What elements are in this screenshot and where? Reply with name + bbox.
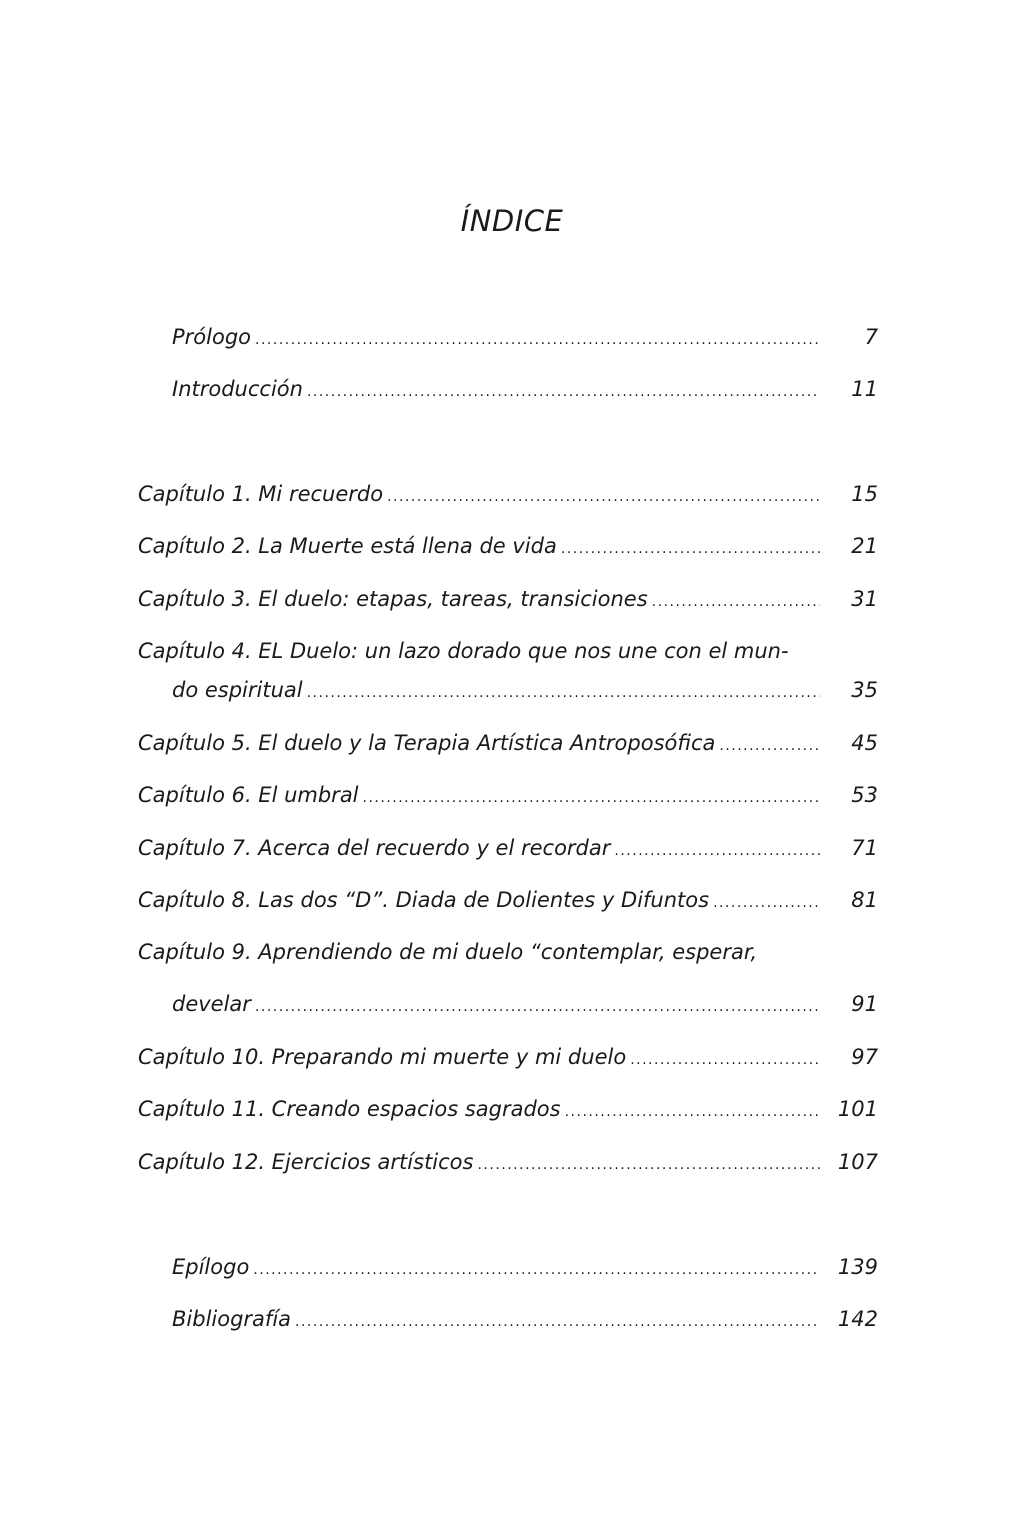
toc-entry-page: 101: [837, 1097, 878, 1121]
dot-leader: [387, 482, 820, 512]
toc-entry-row: [138, 885, 820, 918]
toc-entry-label: Introducción: [172, 377, 303, 401]
toc-entry-label: Capítulo 1. Mi recuerdo: [138, 482, 384, 506]
dot-leader: [253, 1255, 820, 1285]
toc-entry-row: [138, 728, 820, 761]
dot-leader: [561, 534, 820, 564]
toc-entry-row: [138, 1147, 820, 1180]
page-title: ÍNDICE: [460, 204, 564, 238]
dot-leader: [363, 783, 820, 813]
dot-leader: [652, 587, 820, 617]
toc-entry-label: Capítulo 3. El duelo: etapas, tareas, transiciones: [138, 587, 648, 611]
toc-entry-label-line2: develar: [172, 992, 251, 1016]
toc-entry-row: [172, 675, 820, 708]
toc-entry-page: 15: [851, 482, 878, 506]
toc-entry-row: [138, 584, 820, 617]
toc-entry-row: [172, 1252, 820, 1285]
toc-entry-page: 11: [851, 377, 878, 401]
dot-leader: [630, 1045, 820, 1075]
toc-entry-page: 139: [837, 1255, 878, 1279]
toc-entry-label: Capítulo 11. Creando espacios sagrados: [138, 1097, 561, 1121]
toc-entry-label: Capítulo 10. Preparando mi muerte y mi duelo: [138, 1045, 627, 1069]
dot-leader: [614, 836, 820, 866]
toc-entry-page: 107: [837, 1150, 878, 1174]
toc-entry-row: [138, 833, 820, 866]
toc-entry-label: Epílogo: [172, 1255, 250, 1279]
toc-entry-row: [172, 989, 820, 1022]
toc-entry-page: 35: [851, 678, 878, 702]
toc-entry-page: 142: [837, 1307, 878, 1331]
toc-entry-row: [172, 322, 820, 355]
dot-leader: [719, 731, 820, 761]
dot-leader: [255, 325, 820, 355]
toc-entry-page: 81: [851, 888, 878, 912]
toc-entry-label: Capítulo 2. La Muerte está llena de vida: [138, 534, 557, 558]
toc-entry-row: [138, 1094, 820, 1127]
dot-leader: [307, 377, 820, 407]
toc-entry-page: 53: [851, 783, 878, 807]
toc-entry-row: [138, 531, 820, 564]
dot-leader: [255, 992, 820, 1022]
toc-entry-label: Prólogo: [172, 325, 252, 349]
dot-leader: [477, 1150, 820, 1180]
toc-entry-label: Capítulo 7. Acerca del recuerdo y el recordar: [138, 836, 611, 860]
toc-entry-label: Bibliografía: [172, 1307, 292, 1331]
toc-entry-label: Capítulo 8. Las dos “D”. Diada de Dolientes y Difuntos: [138, 888, 710, 912]
toc-entry-row: [138, 479, 820, 512]
toc-entry-label: Capítulo 12. Ejercicios artísticos: [138, 1150, 474, 1174]
dot-leader: [307, 678, 820, 708]
toc-entry-page: 71: [851, 836, 878, 860]
toc-entry-label-line1: Capítulo 4. EL Duelo: un lazo dorado que nos une con el mun-: [138, 639, 789, 663]
toc-entry-label-line1: Capítulo 9. Aprendiendo de mi duelo “contemplar, esperar,: [138, 940, 758, 964]
toc-entry-page: 97: [851, 1045, 878, 1069]
toc-entry-label-line2: do espiritual: [172, 678, 303, 702]
dot-leader: [295, 1307, 820, 1337]
toc-entry-label: Capítulo 6. El umbral: [138, 783, 359, 807]
toc-entry-row: [172, 374, 820, 407]
toc-entry-page: 31: [851, 587, 878, 611]
toc-entry-page: 7: [864, 325, 878, 349]
dot-leader: [565, 1097, 820, 1127]
toc-entry-page: 91: [851, 992, 878, 1016]
toc-entry-row: [172, 1304, 820, 1337]
toc-entry-label: Capítulo 5. El duelo y la Terapia Artística Antroposófica: [138, 731, 716, 755]
toc-entry-row: [138, 1042, 820, 1075]
toc-entry-page: 21: [851, 534, 878, 558]
toc-entry-page: 45: [851, 731, 878, 755]
toc-entry-row: [138, 780, 820, 813]
dot-leader: [713, 888, 820, 918]
